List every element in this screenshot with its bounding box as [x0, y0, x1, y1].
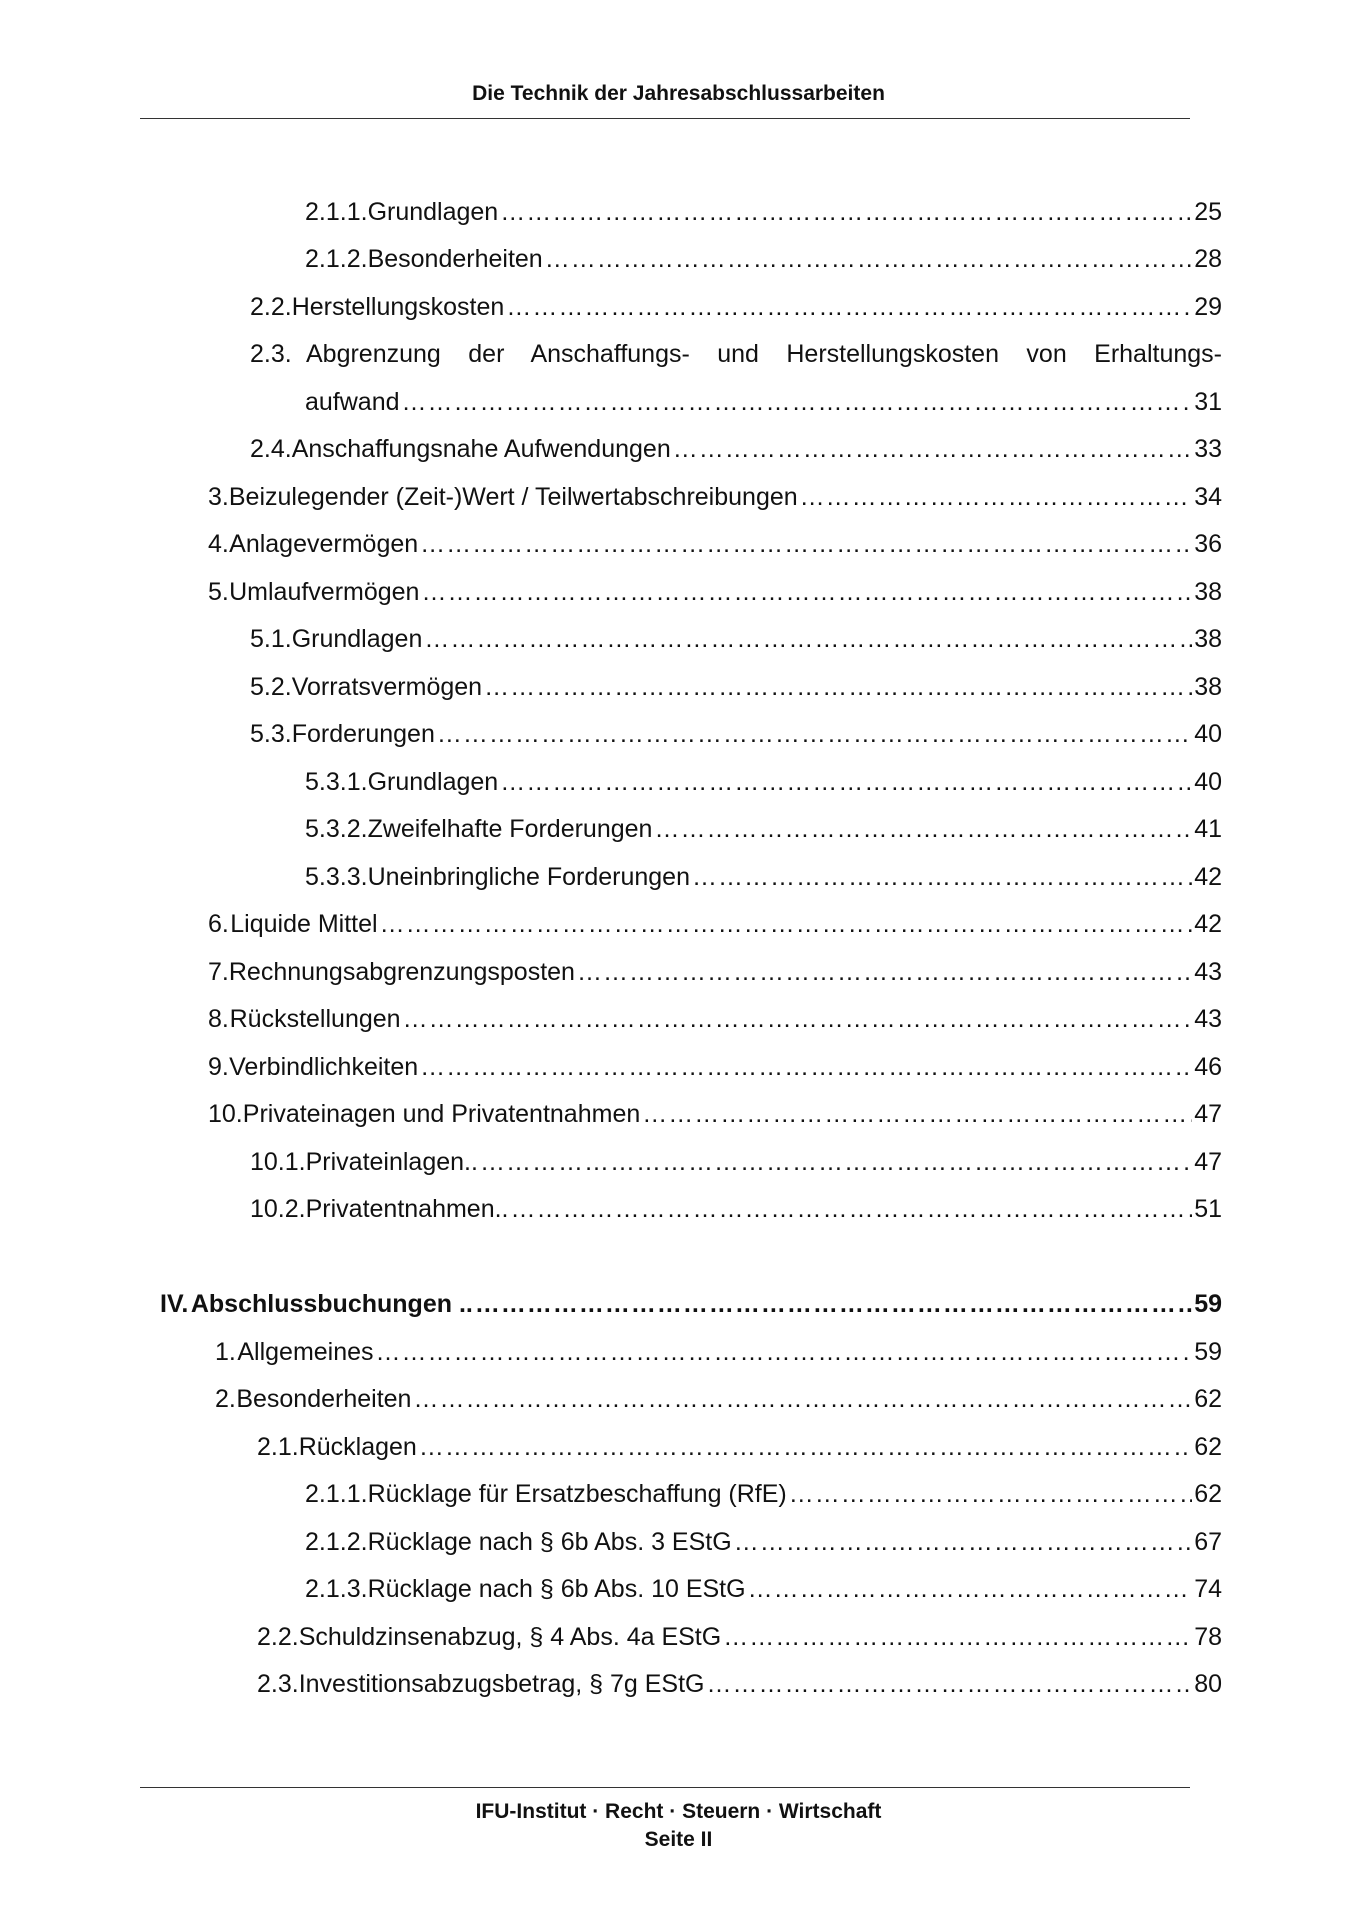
toc-entry[interactable]: 5.2. Vorratsvermögen …………………………………………………………………………………………………………………………………………………………… 38	[250, 671, 1222, 703]
toc-entry[interactable]: 10. Privateinagen und Privatentnahmen …………………………………………………………………………………………………………………………………………………………… 47	[208, 1098, 1222, 1130]
toc-entry[interactable]: 2.1.2. Besonderheiten …………………………………………………………………………………………………………………………………………………………… 28	[305, 243, 1222, 275]
toc-entry[interactable]: 10.1. Privateinlagen.. …………………………………………………………………………………………………………………………………………………………… 47	[250, 1146, 1222, 1178]
toc-entry[interactable]: 8. Rückstellungen …………………………………………………………………………………………………………………………………………………………… 43	[208, 1003, 1222, 1035]
toc-entry-continuation[interactable]: aufwand …………………………………………………………………………………………………………………………………………………………… 31	[305, 386, 1222, 418]
toc-entry[interactable]: 5. Umlaufvermögen …………………………………………………………………………………………………………………………………………………………… 38	[208, 576, 1222, 608]
toc-entry[interactable]: 2.2. Herstellungskosten …………………………………………………………………………………………………………………………………………………………… 29	[250, 291, 1222, 323]
toc-entry[interactable]: 1. Allgemeines …………………………………………………………………………………………………………………………………………………………… 59	[215, 1336, 1222, 1368]
page-number: Seite II	[644, 1828, 713, 1851]
toc-entry[interactable]: 5.3.2. Zweifelhafte Forderungen …………………………………………………………………………………………………………………………………………………………… 41	[305, 813, 1222, 845]
toc-entry[interactable]: 4. Anlagevermögen …………………………………………………………………………………………………………………………………………………………… 36	[208, 528, 1222, 560]
toc-entry[interactable]: 3. Beizulegender (Zeit-)Wert / Teilwertabschreibungen …………………………………………………………………………………………………………………………………………………………… 34	[208, 481, 1222, 513]
running-header: Die Technik der Jahresabschlussarbeiten	[472, 82, 885, 105]
toc-entry[interactable]: 2.2. Schuldzinsenabzug, § 4 Abs. 4a EStG …………………………………………………………………………………………………………………………………………………………… 78	[257, 1621, 1222, 1653]
footer-institute: IFU-Institut · Recht · Steuern · Wirtschaft	[475, 1800, 882, 1823]
toc-entry[interactable]: 2.1.2. Rücklage nach § 6b Abs. 3 EStG …………………………………………………………………………………………………………………………………………………………… 67	[305, 1526, 1222, 1558]
header-rule	[140, 118, 1190, 119]
toc-entry[interactable]: 6. Liquide Mittel …………………………………………………………………………………………………………………………………………………………… 42	[208, 908, 1222, 940]
toc-chapter-entry[interactable]: IV. Abschlussbuchungen .. …………………………………………………………………………………………………………………………………………………………… 59	[160, 1288, 1222, 1320]
toc-entry[interactable]: 2.1.1. Grundlagen …………………………………………………………………………………………………………………………………………………………… 25	[305, 196, 1222, 228]
toc-entry[interactable]: 2.1.1. Rücklage für Ersatzbeschaffung (RfE) …………………………………………………………………………………………………………………………………………………………… 62	[305, 1478, 1222, 1510]
toc-entry[interactable]: 7. Rechnungsabgrenzungsposten …………………………………………………………………………………………………………………………………………………………… 43	[208, 956, 1222, 988]
toc-entry[interactable]: 2.3. Investitionsabzugsbetrag, § 7g EStG …………………………………………………………………………………………………………………………………………………………… 80	[257, 1668, 1222, 1700]
toc-entry[interactable]: 2.4. Anschaffungsnahe Aufwendungen …………………………………………………………………………………………………………………………………………………………… 33	[250, 433, 1222, 465]
toc-entry[interactable]: 5.1. Grundlagen …………………………………………………………………………………………………………………………………………………………… 38	[250, 623, 1222, 655]
toc-entry[interactable]: 5.3. Forderungen …………………………………………………………………………………………………………………………………………………………… 40	[250, 718, 1222, 750]
footer-rule	[140, 1787, 1190, 1788]
toc-entry[interactable]: 2.1. Rücklagen …………………………………………………………………………………………………………………………………………………………… 62	[257, 1431, 1222, 1463]
toc-entry[interactable]: 10.2. Privatentnahmen.. …………………………………………………………………………………………………………………………………………………………… 51	[250, 1193, 1222, 1225]
toc-entry[interactable]: 2. Besonderheiten …………………………………………………………………………………………………………………………………………………………… 62	[215, 1383, 1222, 1415]
toc-entry[interactable]: 5.3.3. Uneinbringliche Forderungen …………………………………………………………………………………………………………………………………………………………… 42	[305, 861, 1222, 893]
toc-entry[interactable]: 2.3. Abgrenzung der Anschaffungs- und Herstellungskosten von Erhaltungs-	[250, 340, 1222, 368]
toc-entry[interactable]: 2.1.3. Rücklage nach § 6b Abs. 10 EStG …………………………………………………………………………………………………………………………………………………………… 74	[305, 1573, 1222, 1605]
toc-entry[interactable]: 5.3.1. Grundlagen …………………………………………………………………………………………………………………………………………………………… 40	[305, 766, 1222, 798]
toc-entry[interactable]: 9. Verbindlichkeiten …………………………………………………………………………………………………………………………………………………………… 46	[208, 1051, 1222, 1083]
